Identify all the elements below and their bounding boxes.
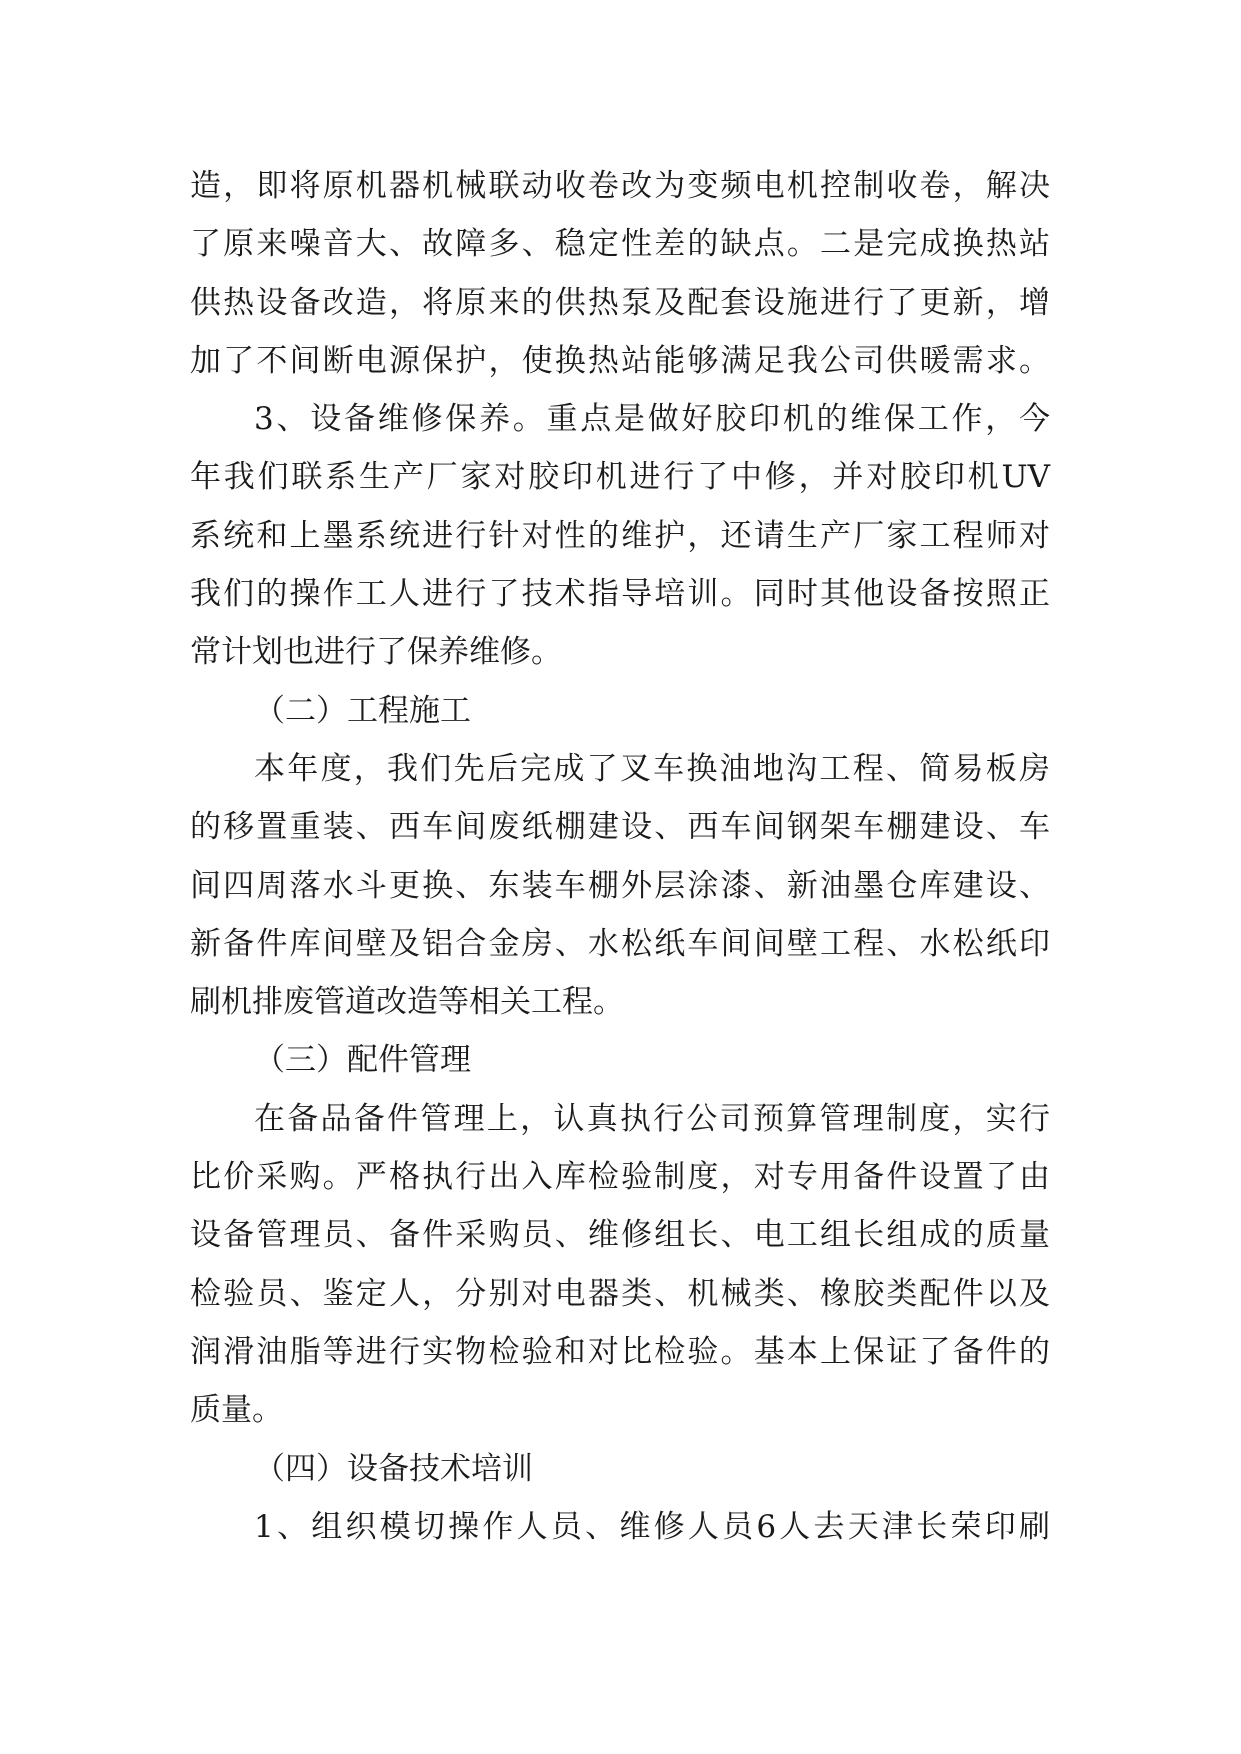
section-heading: （二）工程施工 [254,692,471,729]
text-line: 检验员、鉴定人，分别对电器类、机械类、橡胶类配件以及 [190,1275,1050,1312]
text-line: 常计划也进行了保养维修。 [190,634,562,671]
text-line: 润滑油脂等进行实物检验和对比检验。基本上保证了备件的 [190,1333,1050,1370]
text-line: 我们的操作工人进行了技术指导培训。同时其他设备按照正 [190,576,1050,613]
text-line: 比价采购。严格执行出入库检验制度，对专用备件设置了由 [190,1159,1050,1196]
text-line: 间四周落水斗更换、东装车棚外层涂漆、新油墨仓库建设、 [190,867,1050,904]
section-heading: （三）配件管理 [254,1042,471,1079]
text-line: 供热设备改造，将原来的供热泵及配套设施进行了更新，增 [190,284,1050,321]
text-line: 设备管理员、备件采购员、维修组长、电工组长组成的质量 [190,1217,1050,1254]
text-line: 系统和上墨系统进行针对性的维护，还请生产厂家工程师对 [190,517,1050,554]
text-line: 在备品备件管理上，认真执行公司预算管理制度，实行 [254,1100,1050,1137]
section-heading: （四）设备技术培训 [254,1450,533,1487]
text-line: 的移置重装、西车间废纸棚建设、西车间钢架车棚建设、车 [190,809,1050,846]
text-line: 刷机排废管道改造等相关工程。 [190,984,624,1021]
text-line: 年我们联系生产厂家对胶印机进行了中修，并对胶印机UV [190,459,1050,496]
text-line: 质量。 [190,1392,283,1429]
text-line: 新备件库间壁及铝合金房、水松纸车间间壁工程、水松纸印 [190,925,1050,962]
text-line: 加了不间断电源保护，使换热站能够满足我公司供暖需求。 [190,342,1050,379]
document-body [190,157,1050,1556]
text-line: 1、组织模切操作人员、维修人员6人去天津长荣印刷 [254,1508,1050,1545]
text-line: 了原来噪音大、故障多、稳定性差的缺点。二是完成换热站 [190,226,1050,263]
text-line: 3、设备维修保养。重点是做好胶印机的维保工作，今 [254,401,1050,438]
text-line: 造，即将原机器机械联动收卷改为变频电机控制收卷，解决 [190,168,1050,204]
text-line: 本年度，我们先后完成了叉车换油地沟工程、简易板房 [254,750,1050,787]
